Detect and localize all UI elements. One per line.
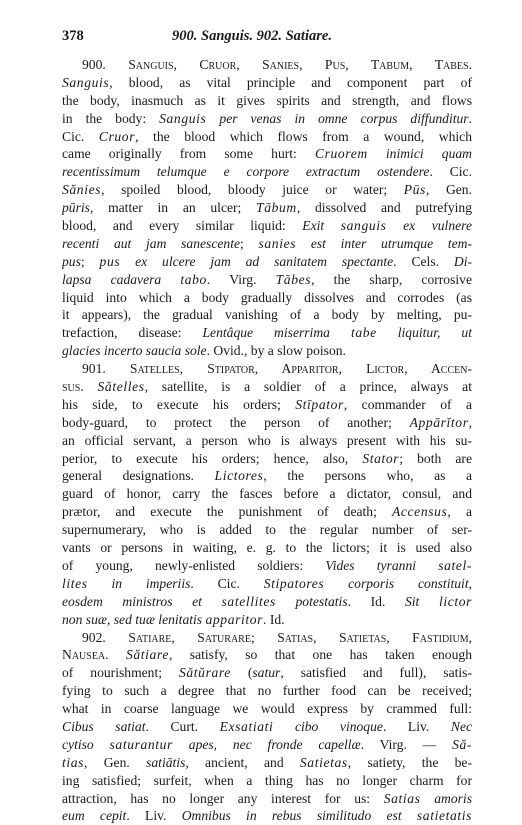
text-line: 901. Satelles, Stipator, Apparitor, Lictor, Accen- <box>82 361 472 377</box>
text-line: vants or persons in waiting, e. g. to the lictors; it is used also <box>62 540 472 556</box>
text-line: blood, and every similar liquid: Exit sanguis ex vulnere <box>62 218 472 234</box>
text-line: pūris, matter in an ulcer; Tābum, dissolved and putrefying <box>62 200 472 216</box>
text-line: recenti aut jam sanescente; sanies est inter utrumque tem- <box>62 235 472 251</box>
text-line: of nourishment; Sătŭrare (satur, satisfied and full), satis- <box>62 665 472 681</box>
text-line: pus; pus ex ulcere jam ad sanitatem spectante. Cels. Di- <box>62 253 472 269</box>
text-line: Cic. Cruor, the blood which flows from a wound, which <box>62 128 472 144</box>
page-body-text <box>62 56 472 825</box>
text-line: liquid into which a body gradually dissolves and corrodes (as <box>62 289 472 305</box>
text-line: Nausea. Sătiare, satisfy, so that one has taken enough <box>62 647 472 663</box>
text-line: perior, to execute his orders; hence, also, Stator; both are <box>62 450 472 466</box>
text-line: what in coarse language we would express by crammed full: <box>62 701 472 717</box>
text-line: fying to such a degree that no further food can be received; <box>62 683 472 699</box>
text-line: in the body: Sanguis per venas in omne corpus diffunditur. <box>62 110 472 126</box>
text-line: Cibus satiat. Curt. Exsatiati cibo vinoque. Liv. Nec <box>62 718 472 734</box>
text-line: the body, inasmuch as it gives spirits and strength, and flows <box>62 92 472 108</box>
running-title: 900. Sanguis. 902. Satiare. <box>172 28 332 44</box>
text-line: eum cepit. Liv. Omnibus in rebus similitudo est satietatis <box>62 808 472 824</box>
text-line: trefaction, disease: Lentâque miserrima tabe liquitur, ut <box>62 325 472 341</box>
text-line: lapsa cadavera tabo. Virg. Tābes, the sharp, corrosive <box>62 271 472 287</box>
text-line: Sanguis, blood, as vital principle and component part of <box>62 74 472 90</box>
text-line: Sănies, spoiled blood, bloody juice or water; Pūs, Gen. <box>62 182 472 198</box>
text-line: sus. Sătelles, satellite, is a soldier of a prince, always at <box>62 379 472 395</box>
text-line: eosdem ministros et satellites potestatis. Id. Sit lictor <box>62 593 472 609</box>
text-line: ing satisfied; surfeit, when a thing has no longer charm for <box>62 772 472 788</box>
text-line: lites in imperiis. Cic. Stipatores corporis constituit, <box>62 575 472 591</box>
text-line: recentissimum telumque e corpore extractum ostendere. Cic. <box>62 164 472 180</box>
text-line: prætor, and execute the punishment of death; Accensus, a <box>62 504 472 520</box>
running-header <box>62 28 470 50</box>
text-line: cytiso saturantur apes, nec fronde capellæ. Virg. — Să- <box>62 736 472 752</box>
text-line: tias, Gen. satiātis, ancient, and Satietas, satiety, the be- <box>62 754 472 770</box>
text-line: it appears), the gradual vanishing of a body by melting, pu- <box>62 307 472 323</box>
text-line: glacies incerto saucia sole. Ovid., by a slow poison. <box>62 343 346 359</box>
text-line: of young, newly-enlisted soldiers: Vides tyranni satel- <box>62 557 472 573</box>
text-line: 900. Sanguis, Cruor, Sanies, Pus, Tabum, Tabes. <box>82 57 472 72</box>
text-line: supernumerary, who is added to the regular number of ser- <box>62 522 472 538</box>
page-number: 378 <box>62 28 84 44</box>
text-line: general designations. Lictores, the persons who, as a <box>62 468 472 484</box>
text-line: guard of honor, carry the fasces before a dictator, consul, and <box>62 486 472 502</box>
text-line: his side, to execute his orders; Stīpator, commander of a <box>62 396 472 412</box>
text-line: came originally from some hurt: Cruorem inimici quam <box>62 146 472 162</box>
text-line: body-guard, to protect the person of another; Appārĭtor, <box>62 414 472 430</box>
text-line: non suæ, sed tuæ lenitatis apparitor. Id. <box>62 611 285 627</box>
text-line: an official servant, a person who is always present with his su- <box>62 432 472 448</box>
text-line: 902. Satiare, Saturare; Satias, Satietas, Fastidium, <box>82 629 472 645</box>
text-line: attraction, has no longer any interest for us: Satias amoris <box>62 790 472 806</box>
